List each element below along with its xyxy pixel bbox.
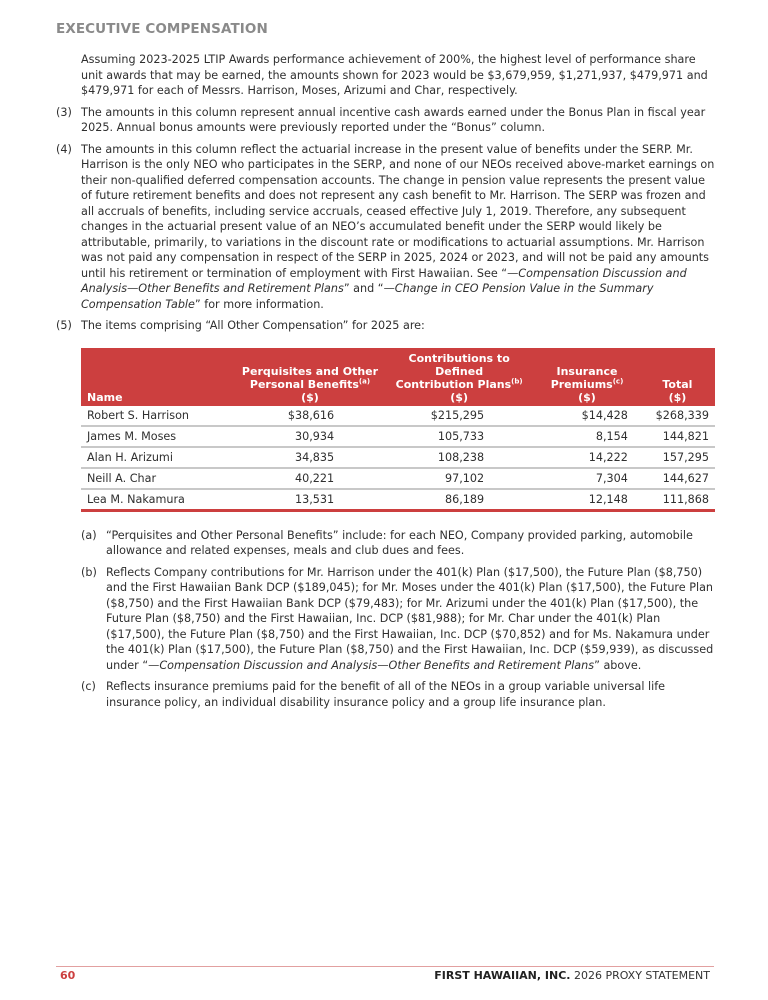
cell-total: 144,821 (640, 426, 715, 447)
cell-perquisites: 40,221 (236, 468, 384, 489)
note-text: The amounts in this column represent annual incentive cash awards earned under the Bonus Plan in fiscal year 2025. Annual bonus amounts were previously reported under the “Bonus” column. (81, 105, 706, 134)
cross-reference: —Compensation Discussion and Analysis—Other Benefits and Retirement Plans (148, 658, 595, 672)
note-text-part: The amounts in this column reflect the actuarial increase in the present value of benefits under the SERP. Mr. Harrison is the only NEO who participates in the SERP, and none of our NEOs received above-market earnings on their non-qualified deferred compensation accounts. The change in pension value represents the present value of future retirement benefits and does not represent any cash benefit to Mr. Harrison. The SERP was frozen and all accruals of benefits, including service accruals, ceased effective July 1, 2019. Therefore, any subsequent changes in the actuarial present value of an NEO’s accumulated benefit under the SERP would likely be attributable, primarily, to variations in the discount rate or modifications to actuarial assumptions. Mr. Harrison was not paid any compensation in respect of the SERP in 2025, 2024 or 2023, and will not be paid any amounts until his retirement or termination of employment with First Hawaiian. See “ (81, 142, 715, 280)
footnote-text (106, 565, 716, 674)
cell-perquisites: 34,835 (236, 447, 384, 468)
cell-insurance: 8,154 (534, 426, 640, 447)
header-contributions (384, 348, 534, 406)
note-4 (56, 142, 716, 313)
cell-name: Lea M. Nakamura (81, 489, 236, 511)
page-content (56, 52, 716, 716)
cell-insurance: $14,428 (534, 406, 640, 426)
footnote-ref: (c) (612, 376, 624, 385)
footnote-text-part: Reflects Company contributions for Mr. Harrison under the 401(k) Plan ($17,500), the Future Plan ($8,750) and the First Hawaiian Bank DCP ($189,045); for Mr. Moses under the 401(k) Plan ($17,500), the Future Plan ($8,750) and the First Hawaiian Bank DCP ($79,483); for Mr. Arizumi under the 401(k) Plan ($17,500), the Future Plan ($8,750) and the First Hawaiian, Inc. DCP ($81,988); for Mr. Char under the 401(k) Plan ($17,500), the Future Plan ($8,750) and the First Hawaiian, Inc. DCP ($70,852) and for Ms. Nakamura under the 401(k) Plan ($17,500), the Future Plan ($8,750) and the First Hawaiian, Inc. DCP ($59,939), as discussed under “ (106, 565, 714, 672)
note-text-part: ” for more information. (194, 297, 324, 311)
footnote-a (81, 528, 716, 559)
header-unit: ($) (578, 390, 596, 404)
note-text (81, 142, 716, 313)
intro-paragraph: Assuming 2023-2025 LTIP Awards performance achievement of 200%, the highest level of performance share unit awards that may be earned, the amounts shown for 2023 would be $3,679,959, $1,271,937, $479,971 and $479,971 for each of Messrs. Harrison, Moses, Arizumi and Char, respectively. (81, 53, 708, 97)
header-unit: ($) (668, 390, 687, 404)
cell-contributions: 108,238 (384, 447, 534, 468)
header-line: Insurance (556, 364, 618, 378)
cross-reference: —Change in CEO Pension Value in the Summary Compensation Table (81, 282, 654, 311)
cell-insurance: 12,148 (534, 489, 640, 511)
cell-contributions: 97,102 (384, 468, 534, 489)
header-line: Contributions to Defined (408, 351, 510, 378)
cell-contributions: 86,189 (384, 489, 534, 511)
note-3 (56, 105, 716, 136)
table-footnotes (56, 528, 716, 711)
header-perquisites (236, 348, 384, 406)
footnote-marker: (b) (81, 565, 97, 579)
header-unit: ($) (301, 390, 319, 404)
cell-perquisites: 13,531 (236, 489, 384, 511)
cell-name: Alan H. Arizumi (81, 447, 236, 468)
footnote-text: “Perquisites and Other Personal Benefits” include: for each NEO, Company provided parking, automobile allowance and related expenses, meals and club dues and fees. (106, 528, 693, 557)
table-row (81, 406, 715, 426)
table-row (81, 426, 715, 447)
cell-total: 157,295 (640, 447, 715, 468)
footnote-c (81, 679, 716, 710)
header-total (640, 348, 715, 406)
footnote-marker: (c) (81, 680, 96, 693)
header-line: Premiums (550, 377, 613, 391)
footer-company: FIRST HAWAIIAN, INC. (434, 969, 571, 982)
footnote-marker: (a) (81, 528, 97, 542)
cell-total: $268,339 (640, 406, 715, 426)
note-5 (56, 318, 716, 334)
all-other-compensation-table (81, 348, 715, 512)
footnote-b (81, 565, 716, 674)
note-marker: (3) (56, 105, 72, 119)
cell-insurance: 7,304 (534, 468, 640, 489)
cell-perquisites: $38,616 (236, 406, 384, 426)
page-number: 60 (60, 969, 76, 982)
cell-total: 144,627 (640, 468, 715, 489)
note-text-part: ” and “ (343, 282, 384, 295)
table-row (81, 447, 715, 468)
footnote-ref: (b) (511, 376, 523, 385)
cell-insurance: 14,222 (534, 447, 640, 468)
note-marker: (4) (56, 142, 72, 156)
header-line: Contribution Plans (395, 377, 512, 391)
footnote-text-part: ” above. (594, 658, 642, 672)
footnote-text: Reflects insurance premiums paid for the benefit of all of the NEOs in a group variable universal life insurance policy, an individual disability insurance policy and a group life insurance plan. (106, 680, 666, 709)
header-line: Total (662, 377, 693, 391)
footnote-ref: (a) (358, 376, 371, 385)
footer-document: 2026 PROXY STATEMENT (570, 969, 710, 982)
header-line: Perquisites and Other (241, 364, 379, 378)
cell-contributions: $215,295 (384, 406, 534, 426)
note-marker: (5) (56, 319, 72, 332)
section-title: EXECUTIVE COMPENSATION (56, 21, 268, 37)
cell-perquisites: 30,934 (236, 426, 384, 447)
header-line: Personal Benefits (249, 377, 359, 391)
cell-total: 111,868 (640, 489, 715, 511)
table-header-row (81, 348, 715, 406)
note-text: The items comprising “All Other Compensation” for 2025 are: (81, 319, 425, 332)
header-unit: ($) (450, 390, 468, 404)
footer-document-title (434, 969, 710, 982)
table-row (81, 468, 715, 489)
cell-name: Robert S. Harrison (81, 406, 236, 426)
footer-divider (56, 966, 714, 967)
cell-name: Neill A. Char (81, 468, 236, 489)
cell-contributions: 105,733 (384, 426, 534, 447)
table-row (81, 489, 715, 511)
header-name: Name (81, 348, 236, 406)
header-insurance (534, 348, 640, 406)
cross-reference: —Compensation Discussion and Analysis—Other Benefits and Retirement Plans (81, 266, 687, 295)
cell-name: James M. Moses (81, 426, 236, 447)
